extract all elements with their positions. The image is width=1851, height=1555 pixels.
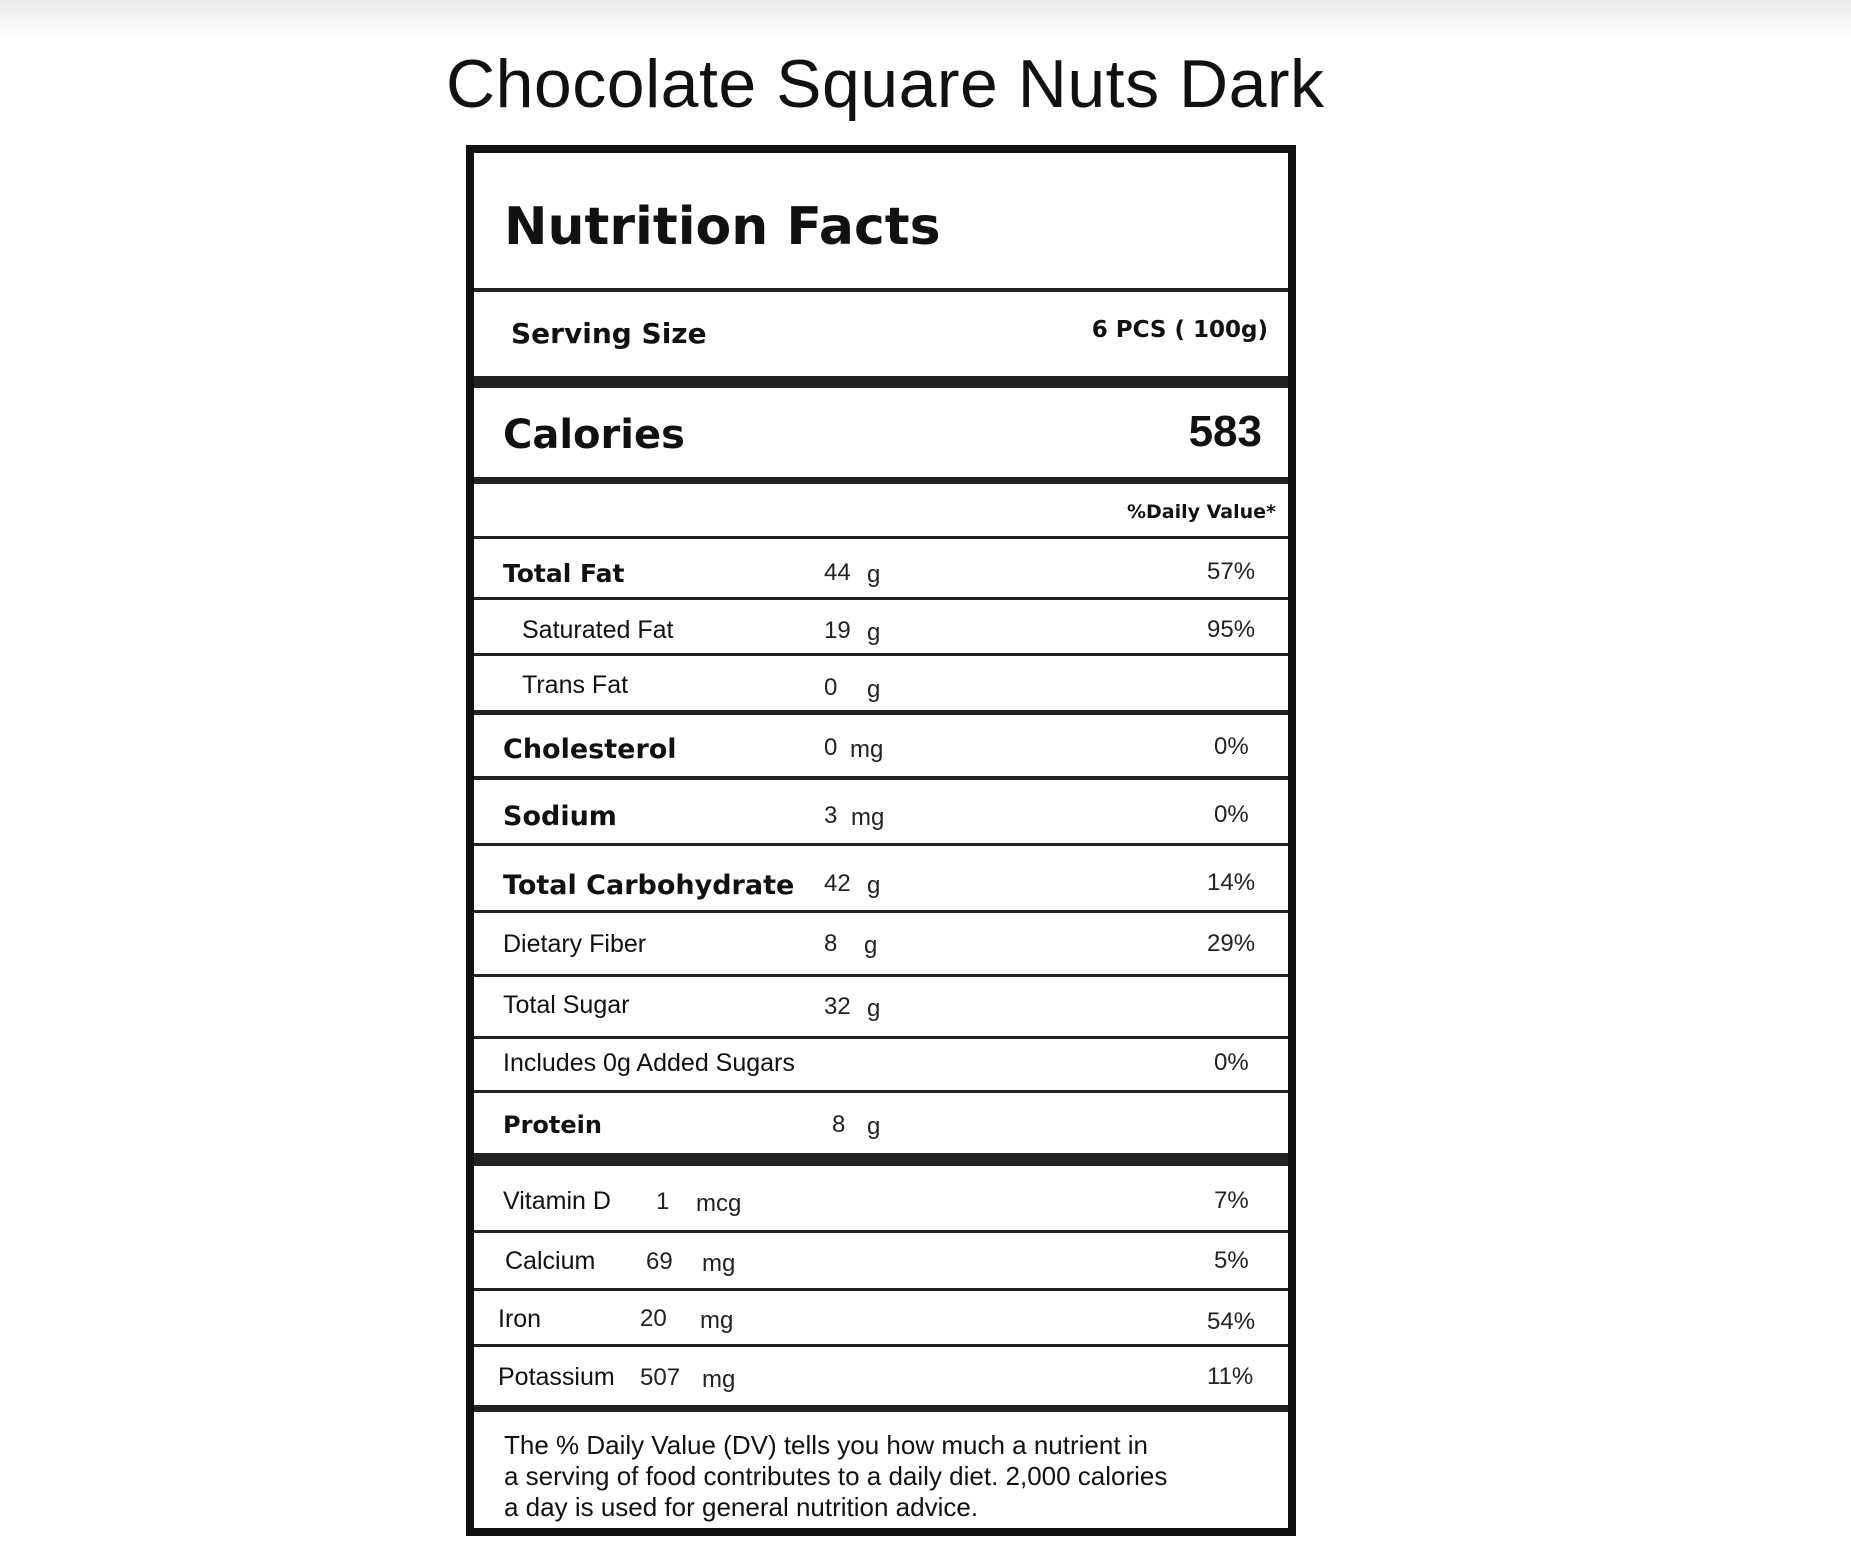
vitamin-label: Vitamin D	[503, 1187, 611, 1215]
nutrient-label: Includes 0g Added Sugars	[503, 1049, 795, 1077]
thick-divider	[474, 1153, 1288, 1166]
nutrient-label: Protein	[503, 1111, 602, 1139]
nutrient-label: Cholesterol	[503, 734, 677, 765]
vitamin-unit: mg	[702, 1250, 736, 1277]
nutrient-dv: 57%	[1207, 558, 1256, 585]
vitamin-dv: 54%	[1207, 1308, 1256, 1335]
divider	[474, 974, 1288, 977]
divider	[474, 776, 1288, 780]
nutrient-label: Total Carbohydrate	[503, 870, 795, 901]
divider	[474, 536, 1288, 539]
nutrient-unit: mg	[851, 804, 885, 831]
nutrition-facts-heading: Nutrition Facts	[504, 197, 941, 257]
nutrient-unit: g	[867, 619, 881, 646]
divider	[474, 1090, 1288, 1093]
vitamin-amount: 1	[656, 1188, 670, 1215]
nutrient-amount: 0	[824, 734, 838, 761]
nutrient-dv: 95%	[1207, 616, 1256, 643]
divider	[474, 1405, 1288, 1412]
divider	[474, 843, 1288, 846]
daily-value-header: %Daily Value*	[1126, 501, 1276, 523]
thick-divider	[474, 376, 1288, 388]
footnote-line: The % Daily Value (DV) tells you how much a nutrient in	[504, 1430, 1149, 1460]
vitamin-label: Calcium	[505, 1247, 596, 1275]
vitamin-amount: 507	[640, 1364, 681, 1391]
footnote-line: a serving of food contributes to a daily diet. 2,000 calories	[504, 1461, 1168, 1491]
nutrient-unit: g	[867, 1113, 881, 1140]
nutrient-unit: g	[867, 676, 881, 703]
nutrient-amount: 8	[824, 930, 838, 957]
nutrient-label: Trans Fat	[522, 671, 629, 699]
nutrient-dv: 14%	[1207, 869, 1256, 896]
nutrient-dv: 0%	[1214, 733, 1249, 760]
vitamin-dv: 7%	[1214, 1187, 1249, 1214]
product-title: Chocolate Square Nuts Dark	[446, 46, 1325, 122]
vitamin-label: Potassium	[498, 1363, 615, 1391]
nutrient-label: Total Sugar	[503, 991, 630, 1019]
nutrient-unit: mg	[850, 736, 884, 763]
nutrient-amount: 42	[824, 870, 851, 897]
vitamin-unit: mg	[702, 1366, 736, 1393]
serving-size-label: Serving Size	[511, 317, 707, 350]
divider	[474, 477, 1288, 484]
divider	[474, 597, 1288, 600]
divider	[474, 1230, 1288, 1233]
calories-value: 583	[1188, 407, 1262, 456]
vitamin-amount: 69	[646, 1248, 673, 1275]
serving-size-value: 6 PCS ( 100g)	[1091, 317, 1268, 343]
nutrient-amount: 8	[832, 1111, 846, 1138]
nutrition-facts-label	[466, 145, 1296, 1536]
vitamin-unit: mg	[700, 1307, 734, 1334]
divider	[474, 288, 1288, 292]
vitamin-amount: 20	[640, 1305, 667, 1332]
vitamin-unit: mcg	[696, 1190, 742, 1217]
footnote	[504, 1430, 1167, 1523]
nutrient-label: Sodium	[503, 801, 617, 832]
nutrient-label: Total Fat	[503, 559, 625, 588]
nutrient-unit: g	[864, 932, 878, 959]
nutrient-dv: 0%	[1214, 1049, 1249, 1076]
nutrient-unit: g	[867, 872, 881, 899]
footnote-line: a day is used for general nutrition advice.	[504, 1492, 979, 1522]
nutrient-amount: 3	[824, 802, 838, 829]
nutrient-amount: 0	[824, 674, 838, 701]
vitamin-label: Iron	[498, 1305, 542, 1333]
divider	[474, 653, 1288, 656]
vitamin-dv: 11%	[1207, 1363, 1254, 1390]
divider	[474, 1036, 1288, 1039]
top-shadow-band	[0, 0, 1851, 38]
nutrient-label: Dietary Fiber	[503, 930, 647, 958]
nutrient-label: Saturated Fat	[522, 616, 674, 644]
nutrient-amount: 32	[824, 993, 851, 1020]
nutrient-amount: 19	[824, 617, 851, 644]
nutrient-amount: 44	[824, 559, 851, 586]
calories-label: Calories	[503, 412, 685, 458]
vitamin-dv: 5%	[1214, 1247, 1249, 1274]
divider	[474, 1288, 1288, 1291]
nutrient-dv: 0%	[1214, 801, 1249, 828]
nutrient-unit: g	[867, 561, 881, 588]
nutrient-dv: 29%	[1207, 930, 1256, 957]
nutrient-unit: g	[867, 995, 881, 1022]
divider	[474, 710, 1288, 715]
divider	[474, 1344, 1288, 1347]
divider	[474, 910, 1288, 913]
